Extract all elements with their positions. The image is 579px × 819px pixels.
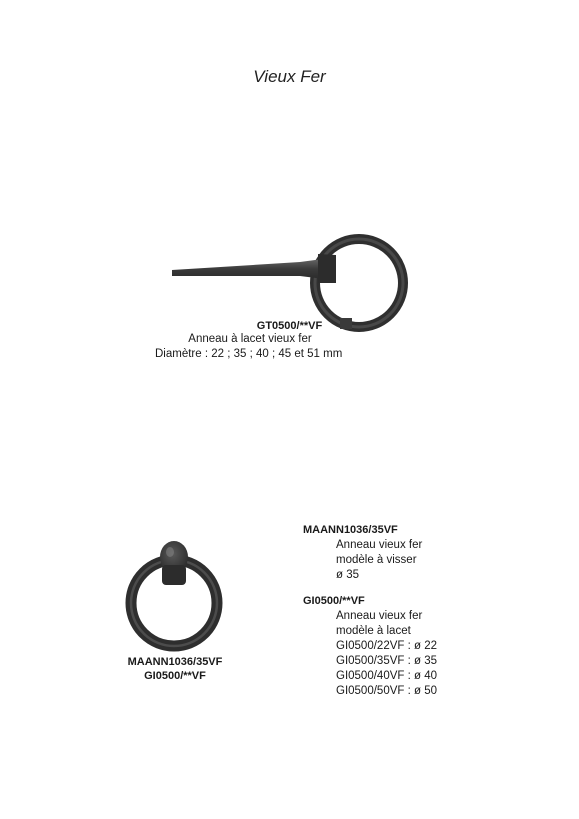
section-a-ref: MAANN1036/35VF — [303, 524, 398, 536]
section-a-line: Anneau vieux fer — [336, 539, 423, 551]
section-b-line: GI0500/40VF : ø 40 — [336, 670, 438, 682]
product-ref: GT0500/**VF — [256, 320, 323, 332]
section-b-line: modèle à lacet — [336, 625, 411, 637]
page-title: Vieux Fer — [253, 67, 326, 86]
section-b-ref: GI0500/**VF — [303, 595, 365, 607]
section-b-line: Anneau vieux fer — [336, 610, 423, 622]
product-ref-a: MAANN1036/35VF — [127, 656, 223, 668]
product-ref-b: GI0500/**VF — [144, 670, 206, 682]
section-b-line: GI0500/22VF : ø 22 — [336, 640, 438, 652]
product-description: Anneau à lacet vieux fer — [188, 333, 312, 345]
section-a-line: modèle à visser — [336, 554, 417, 566]
section-a-line: ø 35 — [336, 569, 360, 581]
section-b-line: GI0500/35VF : ø 35 — [336, 655, 438, 667]
section-b-line: GI0500/50VF : ø 50 — [336, 685, 438, 697]
product-diameters: Diamètre : 22 ; 35 ; 40 ; 45 et 51 mm — [155, 348, 343, 360]
